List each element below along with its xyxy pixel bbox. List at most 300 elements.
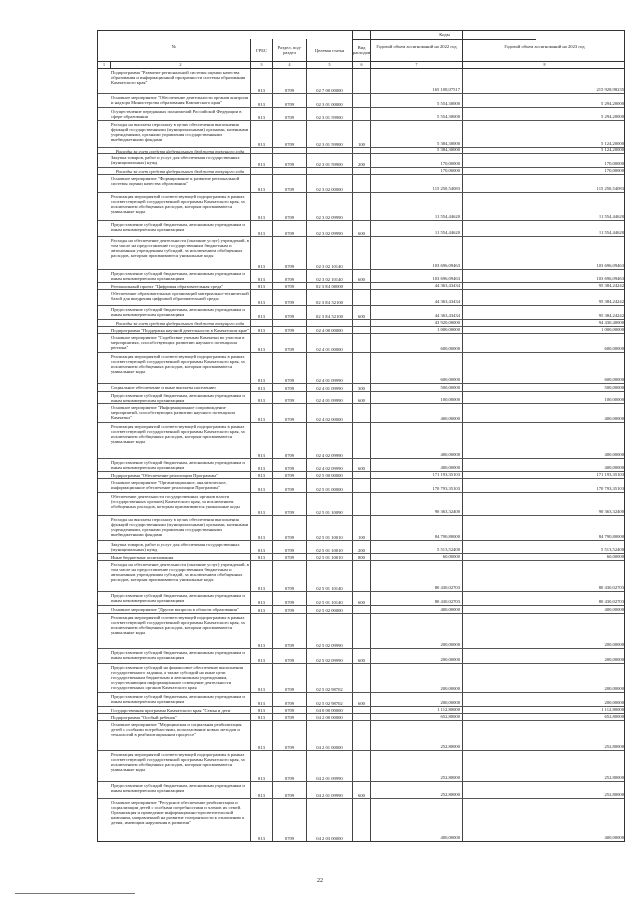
cell-name: Расходы за счет средств федерального бюджета текущего года xyxy=(115,169,245,174)
table-row xyxy=(98,69,624,93)
cell-grbs: 813 xyxy=(250,714,272,719)
cell-vr xyxy=(352,108,370,120)
table-row xyxy=(98,352,624,383)
cell-name: Основное мероприятие "Ресурсное обеспечение реабилитации и социализации детей с особыми потребностями и членов их семей. Организация и проведение информационно-просветительской кампании, направленной на развитие толерантности к отношению к детям, имеющим нарушения в развитии" xyxy=(111,799,245,825)
cell-rz: 0709 xyxy=(272,154,306,167)
cell-cs: 02 3 01 00000 xyxy=(306,94,352,107)
cell-a23: 11 554,44620 xyxy=(462,193,626,220)
cell-rz: 0709 xyxy=(272,714,306,719)
cell-a22: 165 108,07517 xyxy=(370,69,462,93)
cell-vr: 600 xyxy=(352,306,370,319)
cell-a22: 44 363,43434 xyxy=(370,290,462,305)
colnum: 7 xyxy=(370,62,462,68)
table-row xyxy=(98,478,624,492)
cell-a22: 600,00000 xyxy=(370,334,462,351)
cell-grbs: 813 xyxy=(250,606,272,613)
cell-a22: 84 790,80000 xyxy=(370,516,462,540)
cell-a23: 115 250,54083 xyxy=(462,175,626,192)
cell-grbs: 813 xyxy=(250,554,272,561)
cell-a22: 170,00000 xyxy=(370,168,462,173)
cell-vr xyxy=(352,423,370,458)
cell-rz: 0709 xyxy=(272,392,306,403)
cell-a22: 5 384,30000 xyxy=(370,121,462,147)
cell-a23: 200,00000 xyxy=(462,649,626,663)
cell-a23: 600,00000 xyxy=(462,353,626,383)
table-row xyxy=(98,591,624,605)
cell-rz: 0709 xyxy=(272,707,306,714)
table-header xyxy=(97,30,625,61)
cell-grbs: 813 xyxy=(250,334,272,351)
cell-rz: 0709 xyxy=(272,459,306,471)
cell-grbs: 813 xyxy=(250,237,272,268)
cell-a22: 90 363,32400 xyxy=(370,493,462,515)
colnum: 6 xyxy=(352,62,370,68)
cell-a23: 252,80000 xyxy=(462,751,626,781)
cell-cs: 02 4 01 09990 xyxy=(306,353,352,383)
cell-name: Основное мероприятие "Содействие ученым Камчатки во участии в мероприятиях, способствующих развитию научного потенциала региона" xyxy=(111,335,245,351)
cell-grbs: 813 xyxy=(250,592,272,605)
cell-a23: 103 696,09463 xyxy=(462,270,626,282)
cell-grbs: 813 xyxy=(250,108,272,120)
cell-name: Подпрограмма "Поддержка научной деятельности в Камчатском крае" xyxy=(111,327,249,333)
table-row xyxy=(98,492,624,515)
cell-vr: 200 xyxy=(352,154,370,167)
cell-name: Обеспечение образовательных организаций материально-технической базой для внедрения цифровой образовательной среды xyxy=(111,291,249,302)
table-row xyxy=(98,93,624,107)
table-row xyxy=(98,422,624,458)
cell-name: Обеспечение деятельности государственных органов власти (государственных органов) Камчатского края, за исключением обобщенных расходов, которым присваиваются уникальные коды xyxy=(111,494,240,510)
cell-cs: 02 3 01 59900 xyxy=(306,154,352,167)
cell-rz: 0709 xyxy=(272,554,306,561)
cell-rz: 0709 xyxy=(272,423,306,458)
cell-a22: 100,00000 xyxy=(370,392,462,403)
table-row xyxy=(98,174,624,192)
table-row xyxy=(98,692,624,706)
cell-a22: 5 554,30000 xyxy=(370,108,462,120)
table-row xyxy=(98,471,624,479)
cell-a22: 400,00000 xyxy=(370,459,462,471)
table-row xyxy=(98,458,624,471)
cell-a23: 200,00000 xyxy=(462,664,626,692)
cell-cs: 02 3 02 00000 xyxy=(306,175,352,192)
cell-name: Расходы на обеспечение деятельности (оказание услуг) учреждений, в том числе на предоставление государственным бюджетным и автономным учреждениям субсидий, за исключением обобщенных расходов, которым присваиваются уникальные коды xyxy=(111,238,249,259)
cell-rz: 0709 xyxy=(272,541,306,553)
cell-a23: 5 513,52400 xyxy=(462,541,626,553)
cell-grbs: 813 xyxy=(250,479,272,492)
cell-cs: 02 7 00 00000 xyxy=(306,69,352,93)
cell-a23: 94 430,40000 xyxy=(462,320,626,325)
cell-name: Закупка товаров, работ и услуг для обеспечения государственных (муниципальных) нужд xyxy=(111,155,240,166)
cell-a22: 500,00000 xyxy=(370,384,462,391)
cell-vr: 600 xyxy=(352,459,370,471)
cell-a22: 400,00000 xyxy=(370,404,462,422)
cell-a22: 5 554,30000 xyxy=(370,94,462,107)
header-celevaya: Целевая статья xyxy=(306,39,352,61)
cell-vr xyxy=(352,69,370,93)
cell-name: Подпрограмма "Особый ребенок" xyxy=(111,715,178,720)
cell-name: Предоставление субсидий бюджетным, автономным учреждениям и иным некоммерческим организациям xyxy=(111,459,245,470)
cell-name: Основное мероприятие "Другие вопросы в области образования" xyxy=(111,607,239,613)
cell-cs: 02 3 02 09990 xyxy=(306,221,352,236)
cell-name: Расходы за счет средств федерального бюджета текущего года xyxy=(115,321,245,326)
cell-a23: 11 554,44620 xyxy=(462,221,626,236)
cell-rz: 0709 xyxy=(272,479,306,492)
cell-cs: 02 3 02 09990 xyxy=(306,193,352,220)
header-2022: Годовой объем ассигнований на 2022 год xyxy=(370,31,462,61)
cell-grbs: 813 xyxy=(250,94,272,107)
cell-cs: 02 5 02 09990 xyxy=(306,649,352,663)
cell-rz: 0709 xyxy=(272,516,306,540)
cell-a22: 400,00000 xyxy=(370,423,462,458)
table-row xyxy=(98,403,624,422)
cell-name: Осуществление переданных полномочий Российской Федерации в сфере образования xyxy=(111,108,242,119)
cell-a22: 171 193,35103 xyxy=(370,472,462,479)
cell-vr: 100 xyxy=(352,516,370,540)
cell-a23: 95 384,24242 xyxy=(462,306,626,319)
cell-name: Предоставление субсидий бюджетным, автономным учреждениям и иным некоммерческим организациям xyxy=(111,693,245,704)
footer-rule xyxy=(15,893,135,894)
cell-rz: 0709 xyxy=(272,283,306,290)
cell-vr: 800 xyxy=(352,554,370,561)
cell-cs: 02 4 00 00000 xyxy=(306,327,352,334)
cell-cs: 02 3 Е4 52100 xyxy=(306,306,352,319)
cell-a23: 215 928,98235 xyxy=(462,69,626,93)
cell-cs: 02 5 02 09990 xyxy=(306,614,352,648)
cell-vr xyxy=(352,561,370,591)
cell-grbs: 813 xyxy=(250,707,272,714)
cell-a22: 44 363,43434 xyxy=(370,283,462,290)
cell-rz: 0709 xyxy=(272,384,306,391)
cell-rz: 0709 xyxy=(272,69,306,93)
cell-cs: 04 2 00 00000 xyxy=(306,714,352,719)
cell-cs: 02 5 02 00000 xyxy=(306,606,352,613)
cell-a23: 200,00000 xyxy=(462,693,626,706)
cell-cs: 02 3 01 59900 xyxy=(306,121,352,147)
cell-name: Предоставление субсидий бюджетным, автономным учреждениям и иным некоммерческим организациям xyxy=(111,783,245,794)
cell-a23: 400,00000 xyxy=(462,459,626,471)
table-row xyxy=(98,192,624,220)
cell-a23: 95 384,24242 xyxy=(462,283,626,290)
cell-name: Иные бюджетные ассигнования xyxy=(111,554,174,560)
cell-grbs: 813 xyxy=(250,69,272,93)
table-row xyxy=(98,663,624,692)
cell-grbs: 813 xyxy=(250,664,272,692)
cell-vr xyxy=(352,175,370,192)
cell-name: Предоставление субсидий бюджетным, автономным учреждениям и иным некоммерческим организациям xyxy=(111,649,245,660)
cell-cs: 04 2 01 09990 xyxy=(306,751,352,781)
cell-rz: 0709 xyxy=(272,782,306,797)
cell-grbs: 813 xyxy=(250,154,272,167)
cell-cs: 04 2 03 00000 xyxy=(306,799,352,841)
cell-vr xyxy=(352,404,370,422)
cell-vr xyxy=(352,799,370,841)
cell-name: Предоставление субсидий бюджетным, автономным учреждениям и иным некоммерческим организациям xyxy=(111,307,245,318)
cell-grbs: 813 xyxy=(250,404,272,422)
cell-name: Основное мероприятие "Медицинская и социальная реабилитация детей с особыми потребностями, использование новых методов и технологий в реабилитационном процессе" xyxy=(111,721,242,737)
cell-a23: 95 384,24242 xyxy=(462,290,626,305)
cell-a22: 5 384,30000 xyxy=(370,148,462,153)
cell-grbs: 813 xyxy=(250,541,272,553)
cell-rz: 0709 xyxy=(272,290,306,305)
cell-name: Расходы на обеспечение деятельности (оказание услуг) учреждений, в том числе на предоставление государственным бюджетным и автономным учреждениям субсидий, за исключением обобщенных расходов, которым присваиваются уникальные коды xyxy=(111,562,249,583)
cell-rz: 0709 xyxy=(272,592,306,605)
cell-grbs: 813 xyxy=(250,270,272,282)
cell-name: Предоставление субсидий бюджетным, автономным учреждениям и иным некоммерческим организациям xyxy=(111,270,245,281)
cell-a22: 1 112,80000 xyxy=(370,707,462,714)
table-row xyxy=(98,220,624,236)
budget-table xyxy=(97,30,625,842)
cell-name: Предоставление субсидий бюджетным, автономным учреждениям и иным некоммерческим организациям xyxy=(111,392,245,403)
cell-grbs: 813 xyxy=(250,782,272,797)
cell-cs: 02 5 01 10010 xyxy=(306,516,352,540)
cell-rz: 0709 xyxy=(272,664,306,692)
cell-a23: 90 363,32400 xyxy=(462,493,626,515)
cell-cs: 02 5 01 00000 xyxy=(306,479,352,492)
colnum: 3 xyxy=(250,62,272,68)
cell-rz: 0709 xyxy=(272,108,306,120)
table-row xyxy=(98,282,624,290)
table-row xyxy=(98,153,624,167)
table-row xyxy=(98,720,624,750)
cell-a23: 60,00000 xyxy=(462,554,626,561)
table-row xyxy=(98,560,624,591)
cell-rz: 0709 xyxy=(272,472,306,479)
cell-cs: 02 5 00 00000 xyxy=(306,472,352,479)
cell-a23: 103 696,09463 xyxy=(462,237,626,268)
cell-vr: 600 xyxy=(352,392,370,403)
cell-cs: 02 3 01 59900 xyxy=(306,108,352,120)
cell-vr xyxy=(352,614,370,648)
cell-a22: 600,00000 xyxy=(370,353,462,383)
cell-cs: 02 3 Е4 52100 xyxy=(306,290,352,305)
cell-a23: 252,80000 xyxy=(462,782,626,797)
table-row xyxy=(98,107,624,120)
cell-cs: 02 5 01 10010 xyxy=(306,541,352,553)
cell-name: Основное мероприятие "Обеспечение деятельности органов контроля и надзора Министерства образования Камчатского края" xyxy=(111,94,249,105)
cell-rz: 0709 xyxy=(272,614,306,648)
cell-a22: 170,00000 xyxy=(370,154,462,167)
cell-a22: 43 920,00000 xyxy=(370,320,462,325)
table-row xyxy=(98,333,624,351)
table-row xyxy=(98,605,624,613)
cell-a23: 400,00000 xyxy=(462,799,626,841)
cell-grbs: 813 xyxy=(250,384,272,391)
colnum: 2 xyxy=(110,62,250,68)
cell-a22: 400,00000 xyxy=(370,606,462,613)
table-row xyxy=(98,326,624,334)
cell-rz: 0709 xyxy=(272,94,306,107)
cell-grbs: 813 xyxy=(250,459,272,471)
cell-grbs: 813 xyxy=(250,392,272,403)
cell-a22: 1 000,00000 xyxy=(370,327,462,334)
cell-a23: 200,00000 xyxy=(462,614,626,648)
cell-name: Реализация мероприятий соответствующей подпрограммы в рамках соответствующей государственной программы Камчатского края, за исключением обобщенных расходов, которым присваиваются уникальные коды xyxy=(111,752,245,773)
cell-grbs: 813 xyxy=(250,693,272,706)
colnum: 4 xyxy=(272,62,306,68)
cell-cs: 02 3 02 10140 xyxy=(306,237,352,268)
cell-vr: 200 xyxy=(352,541,370,553)
cell-grbs: 813 xyxy=(250,290,272,305)
cell-a23: 652,80000 xyxy=(462,714,626,719)
cell-rz: 0709 xyxy=(272,306,306,319)
cell-a23: 5 124,20000 xyxy=(462,148,626,153)
cell-name: Расходы на выплаты персоналу в целях обеспечения выполнения функций государственными (муниципальными) органами, казенными учреждениями, органами управления государственными внебюджетными фондами xyxy=(111,516,249,537)
cell-name: Реализация мероприятий соответствующей подпрограммы в рамках соответствующей государственной программы Камчатского края, за исключением обобщенных расходов, которым присваиваются уникальные коды xyxy=(111,615,245,636)
cell-grbs: 813 xyxy=(250,721,272,750)
cell-grbs: 813 xyxy=(250,472,272,479)
cell-a23: 600,00000 xyxy=(462,334,626,351)
cell-a23: 170,00000 xyxy=(462,154,626,167)
cell-grbs: 813 xyxy=(250,493,272,515)
cell-grbs: 813 xyxy=(250,327,272,334)
table-row xyxy=(98,750,624,781)
cell-grbs: 813 xyxy=(250,649,272,663)
cell-grbs: 813 xyxy=(250,175,272,192)
cell-a23: 5 294,20000 xyxy=(462,108,626,120)
cell-cs: 02 4 01 00000 xyxy=(306,334,352,351)
cell-a22: 5 513,52400 xyxy=(370,541,462,553)
cell-a23: 170 793,35103 xyxy=(462,479,626,492)
header-number: № xyxy=(171,43,177,49)
cell-rz: 0709 xyxy=(272,493,306,515)
cell-vr: 100 xyxy=(352,121,370,147)
header-2023: Годовой объем ассигнований на 2023 год xyxy=(462,31,626,61)
cell-a22: 80 430,02703 xyxy=(370,561,462,591)
cell-a22: 200,00000 xyxy=(370,664,462,692)
cell-rz: 0709 xyxy=(272,751,306,781)
cell-name: Реализация мероприятий соответствующей подпрограммы в рамках соответствующей государственной программы Камчатского края, за исключением обобщенных расходов, которым присваиваются уникальные коды xyxy=(111,423,245,444)
cell-a22: 103 696,09463 xyxy=(370,237,462,268)
cell-vr: 600 xyxy=(352,270,370,282)
cell-a22: 44 363,43434 xyxy=(370,306,462,319)
table-row xyxy=(98,120,624,147)
cell-name: Государственная программа Камчатского края "Семья и дети xyxy=(111,707,231,713)
cell-a22: 652,80000 xyxy=(370,714,462,719)
colnum: 5 xyxy=(306,62,352,68)
table-row xyxy=(98,553,624,561)
cell-a22: 200,00000 xyxy=(370,649,462,663)
cell-a22: 252,80000 xyxy=(370,751,462,781)
cell-vr xyxy=(352,721,370,750)
table-body xyxy=(97,68,625,842)
cell-rz: 0709 xyxy=(272,237,306,268)
table-row xyxy=(98,289,624,305)
cell-cs: 04 0 00 00000 xyxy=(306,707,352,714)
cell-a23: 5 124,20000 xyxy=(462,121,626,147)
cell-grbs: 813 xyxy=(250,121,272,147)
cell-name: Подпрограмма "Обеспечение реализации Программы" xyxy=(111,472,219,478)
page-number: 22 xyxy=(317,878,323,884)
cell-a22: 252,80000 xyxy=(370,782,462,797)
table-row xyxy=(98,706,624,714)
cell-rz: 0709 xyxy=(272,327,306,334)
cell-cs: 04 2 01 00000 xyxy=(306,721,352,750)
cell-rz: 0709 xyxy=(272,721,306,750)
cell-rz: 0709 xyxy=(272,353,306,383)
header-vid: Вид расходов xyxy=(352,39,370,61)
cell-cs: 02 3 02 10140 xyxy=(306,270,352,282)
cell-a22: 11 554,44620 xyxy=(370,221,462,236)
colnum: 8 xyxy=(462,62,626,68)
cell-vr: 600 xyxy=(352,693,370,706)
cell-a22: 80 430,02703 xyxy=(370,592,462,605)
cell-a23: 171 193,35103 xyxy=(462,472,626,479)
cell-vr: 600 xyxy=(352,649,370,663)
cell-a22: 252,80000 xyxy=(370,721,462,750)
header-razdel: Раздел, под-раздел xyxy=(272,39,306,61)
cell-vr xyxy=(352,493,370,515)
cell-grbs: 813 xyxy=(250,751,272,781)
table-row xyxy=(98,798,624,841)
cell-cs: 02 5 01 10010 xyxy=(306,554,352,561)
cell-vr xyxy=(352,290,370,305)
cell-a22: 170 793,35103 xyxy=(370,479,462,492)
cell-name: Региональный проект "Цифровая образовательная среда" xyxy=(111,283,224,289)
cell-grbs: 813 xyxy=(250,306,272,319)
cell-a23: 400,00000 xyxy=(462,423,626,458)
cell-name: Закупка товаров, работ и услуг для обеспечения государственных (муниципальных) нужд xyxy=(111,541,240,552)
cell-name: Социальное обеспечение и иные выплаты населению xyxy=(111,385,216,391)
cell-rz: 0709 xyxy=(272,221,306,236)
cell-vr xyxy=(352,353,370,383)
cell-name: Реализация мероприятий соответствующей подпрограммы в рамках соответствующей государственной программы Камчатского края, за исключением обобщенных расходов, которым присваиваются уникальные коды xyxy=(111,194,245,215)
cell-grbs: 813 xyxy=(250,561,272,591)
cell-a22: 11 554,44620 xyxy=(370,193,462,220)
cell-rz: 0709 xyxy=(272,606,306,613)
cell-cs: 02 4 02 00000 xyxy=(306,404,352,422)
cell-rz: 0709 xyxy=(272,121,306,147)
cell-a22: 200,00000 xyxy=(370,693,462,706)
cell-cs: 02 3 Е4 00000 xyxy=(306,283,352,290)
cell-vr: 600 xyxy=(352,221,370,236)
table-row xyxy=(98,613,624,648)
cell-grbs: 813 xyxy=(250,423,272,458)
cell-rz: 0709 xyxy=(272,561,306,591)
cell-vr xyxy=(352,94,370,107)
cell-a23: 500,00000 xyxy=(462,384,626,391)
cell-rz: 0709 xyxy=(272,334,306,351)
cell-cs: 02 4 02 09990 xyxy=(306,459,352,471)
cell-vr xyxy=(352,237,370,268)
cell-rz: 0709 xyxy=(272,193,306,220)
cell-rz: 0709 xyxy=(272,799,306,841)
cell-a23: 100,00000 xyxy=(462,392,626,403)
cell-cs: 02 4 02 09990 xyxy=(306,423,352,458)
cell-grbs: 813 xyxy=(250,614,272,648)
cell-name: Предоставление субсидий бюджетным, автономным учреждениям и иным некоммерческим организациям xyxy=(111,593,245,604)
cell-cs: 02 4 01 09990 xyxy=(306,392,352,403)
header-codes: Коды xyxy=(352,31,536,40)
cell-a23: 252,80000 xyxy=(462,721,626,750)
table-row xyxy=(98,383,624,391)
cell-name: Расходы за счет средств федерального бюджета текущего года xyxy=(115,148,245,154)
table-row xyxy=(98,305,624,319)
cell-rz: 0709 xyxy=(272,270,306,282)
cell-cs: 02 5 01 10090 xyxy=(306,493,352,515)
cell-a23: 5 294,20000 xyxy=(462,94,626,107)
cell-rz: 0709 xyxy=(272,649,306,663)
cell-a22: 115 250,54083 xyxy=(370,175,462,192)
table-row xyxy=(98,515,624,540)
cell-a23: 400,00000 xyxy=(462,606,626,613)
cell-a22: 60,00000 xyxy=(370,554,462,561)
cell-a22: 103 696,09463 xyxy=(370,270,462,282)
cell-vr xyxy=(352,193,370,220)
cell-cs: 02 5 01 10140 xyxy=(306,561,352,591)
table-row xyxy=(98,540,624,553)
cell-name: Основное мероприятие "Формирование и развитие региональной системы оценки качества образования" xyxy=(111,175,240,186)
cell-rz: 0709 xyxy=(272,404,306,422)
